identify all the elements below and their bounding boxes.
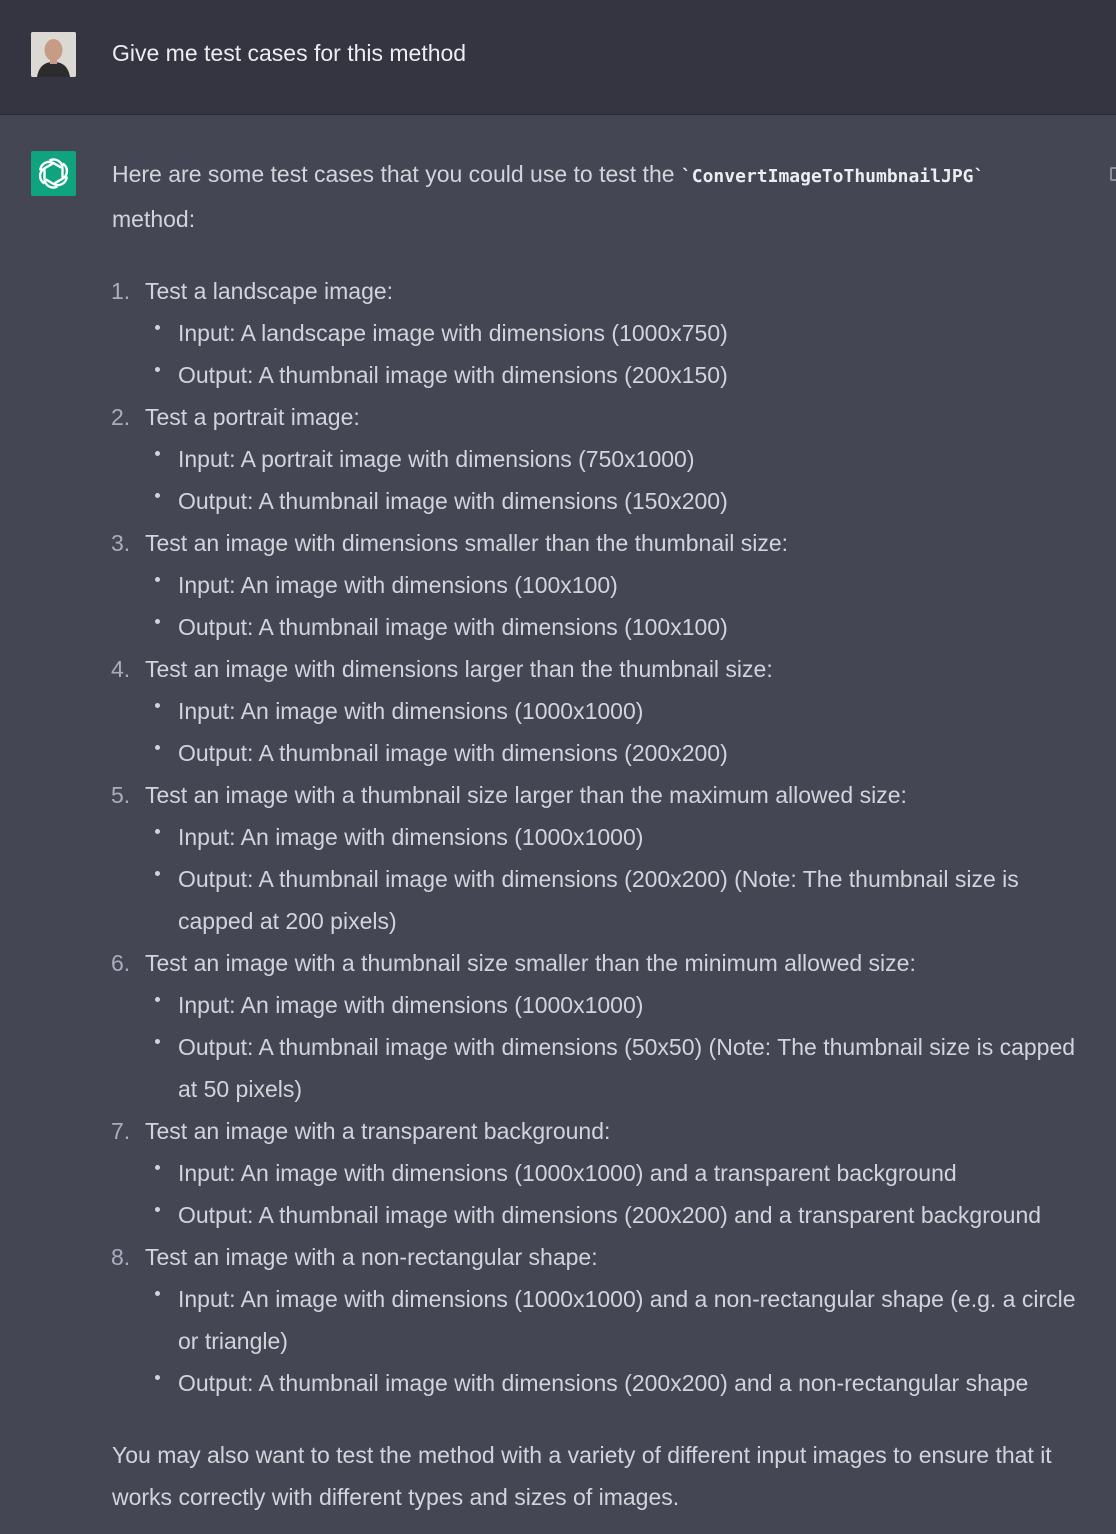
test-case-item xyxy=(112,396,1092,522)
test-case-output xyxy=(145,1026,1092,1110)
test-case-item xyxy=(112,270,1092,396)
test-case-title: Test an image with a thumbnail size larger than the maximum allowed size: xyxy=(145,782,907,808)
intro-prefix: Here are some test cases that you could use to test the xyxy=(112,161,681,187)
test-case-details xyxy=(145,1278,1092,1404)
assistant-message-row xyxy=(0,115,1116,1534)
test-case-details xyxy=(145,438,1092,522)
test-case-output-text: Output: A thumbnail image with dimensions (200x200) (Note: The thumbnail size is capped at 200 pixels) xyxy=(178,866,1019,934)
test-case-item xyxy=(112,1236,1092,1404)
test-case-title: Test an image with a transparent background: xyxy=(145,1118,611,1144)
test-case-number: 6. xyxy=(111,950,131,976)
bullet-icon xyxy=(155,1375,160,1380)
test-case-input-text: Input: An image with dimensions (1000x1000) and a non-rectangular shape (e.g. a circle or triangle) xyxy=(178,1286,1076,1354)
test-case-number: 4. xyxy=(111,656,131,682)
bullet-icon xyxy=(155,619,160,624)
test-case-output-text: Output: A thumbnail image with dimensions (200x200) xyxy=(178,740,728,766)
assistant-avatar xyxy=(31,151,76,196)
bullet-icon xyxy=(155,703,160,708)
test-case-output xyxy=(145,1362,1092,1404)
test-case-output-text: Output: A thumbnail image with dimensions (50x50) (Note: The thumbnail size is capped at 50 pixels) xyxy=(178,1034,1076,1102)
intro-paragraph xyxy=(112,153,1092,240)
test-case-input xyxy=(145,438,1092,480)
test-case-number: 5. xyxy=(111,782,131,808)
bullet-icon xyxy=(155,745,160,750)
test-case-input-text: Input: An image with dimensions (100x100) xyxy=(178,572,618,598)
copy-icon[interactable] xyxy=(1110,167,1116,181)
bullet-icon xyxy=(155,1207,160,1212)
test-case-title: Test a portrait image: xyxy=(145,404,360,430)
bullet-icon xyxy=(155,1291,160,1296)
test-case-title: Test an image with dimensions larger than the thumbnail size: xyxy=(145,656,773,682)
bullet-icon xyxy=(155,451,160,456)
test-case-input xyxy=(145,564,1092,606)
test-case-input-text: Input: An image with dimensions (1000x1000) xyxy=(178,698,644,724)
test-case-output-text: Output: A thumbnail image with dimensions (100x100) xyxy=(178,614,728,640)
test-case-details xyxy=(145,1152,1092,1236)
bullet-icon xyxy=(155,493,160,498)
test-case-output-text: Output: A thumbnail image with dimensions (200x200) and a transparent background xyxy=(178,1202,1042,1228)
test-case-input xyxy=(145,816,1092,858)
test-case-output xyxy=(145,354,1092,396)
test-case-item xyxy=(112,1110,1092,1236)
test-case-input-text: Input: An image with dimensions (1000x1000) and a transparent background xyxy=(178,1160,957,1186)
test-case-title: Test an image with a non-rectangular shape: xyxy=(145,1244,598,1270)
bullet-icon xyxy=(155,367,160,372)
test-case-input-text: Input: An image with dimensions (1000x1000) xyxy=(178,992,644,1018)
bullet-icon xyxy=(155,1165,160,1170)
test-case-details xyxy=(145,312,1092,396)
test-case-output-text: Output: A thumbnail image with dimensions (200x150) xyxy=(178,362,728,388)
test-case-number: 3. xyxy=(111,530,131,556)
user-message-text: Give me test cases for this method xyxy=(112,40,467,66)
test-case-input-text: Input: An image with dimensions (1000x1000) xyxy=(178,824,644,850)
bullet-icon xyxy=(155,829,160,834)
test-case-output xyxy=(145,1194,1092,1236)
test-case-details xyxy=(145,984,1092,1110)
bullet-icon xyxy=(155,1039,160,1044)
assistant-message-content xyxy=(112,153,1092,1518)
test-case-output xyxy=(145,606,1092,648)
bullet-icon xyxy=(155,997,160,1002)
test-case-details xyxy=(145,816,1092,942)
test-case-input xyxy=(145,1152,1092,1194)
test-case-input xyxy=(145,984,1092,1026)
user-avatar xyxy=(31,32,76,77)
test-case-item xyxy=(112,942,1092,1110)
test-case-title: Test an image with dimensions smaller than the thumbnail size: xyxy=(145,530,789,556)
test-case-details xyxy=(145,564,1092,648)
test-case-item xyxy=(112,522,1092,648)
test-case-number: 8. xyxy=(111,1244,131,1270)
method-name-code: `ConvertImageToThumbnailJPG` xyxy=(680,166,985,187)
test-case-number: 1. xyxy=(111,278,131,304)
test-case-output xyxy=(145,858,1092,942)
test-case-list xyxy=(112,270,1092,1404)
test-case-input-text: Input: A portrait image with dimensions (750x1000) xyxy=(178,446,695,472)
test-case-input-text: Input: A landscape image with dimensions (1000x750) xyxy=(178,320,728,346)
test-case-details xyxy=(145,690,1092,774)
test-case-input xyxy=(145,1278,1092,1362)
user-avatar-photo-icon xyxy=(31,32,76,77)
test-case-number: 2. xyxy=(111,404,131,430)
test-case-item xyxy=(112,648,1092,774)
bullet-icon xyxy=(155,577,160,582)
bullet-icon xyxy=(155,871,160,876)
user-message-row xyxy=(0,0,1116,115)
bullet-icon xyxy=(155,325,160,330)
test-case-output-text: Output: A thumbnail image with dimensions (150x200) xyxy=(178,488,728,514)
intro-suffix: method: xyxy=(112,206,196,232)
test-case-input xyxy=(145,312,1092,354)
test-case-number: 7. xyxy=(111,1118,131,1144)
test-case-title: Test an image with a thumbnail size smaller than the minimum allowed size: xyxy=(145,950,916,976)
test-case-input xyxy=(145,690,1092,732)
openai-logo-icon xyxy=(35,155,72,192)
outro-paragraph: You may also want to test the method with a variety of different input images to ensure that it works correctly with different types and sizes of images. xyxy=(112,1442,1052,1510)
test-case-title: Test a landscape image: xyxy=(145,278,394,304)
test-case-output xyxy=(145,480,1092,522)
test-case-output-text: Output: A thumbnail image with dimensions (200x200) and a non-rectangular shape xyxy=(178,1370,1029,1396)
test-case-output xyxy=(145,732,1092,774)
test-case-item xyxy=(112,774,1092,942)
